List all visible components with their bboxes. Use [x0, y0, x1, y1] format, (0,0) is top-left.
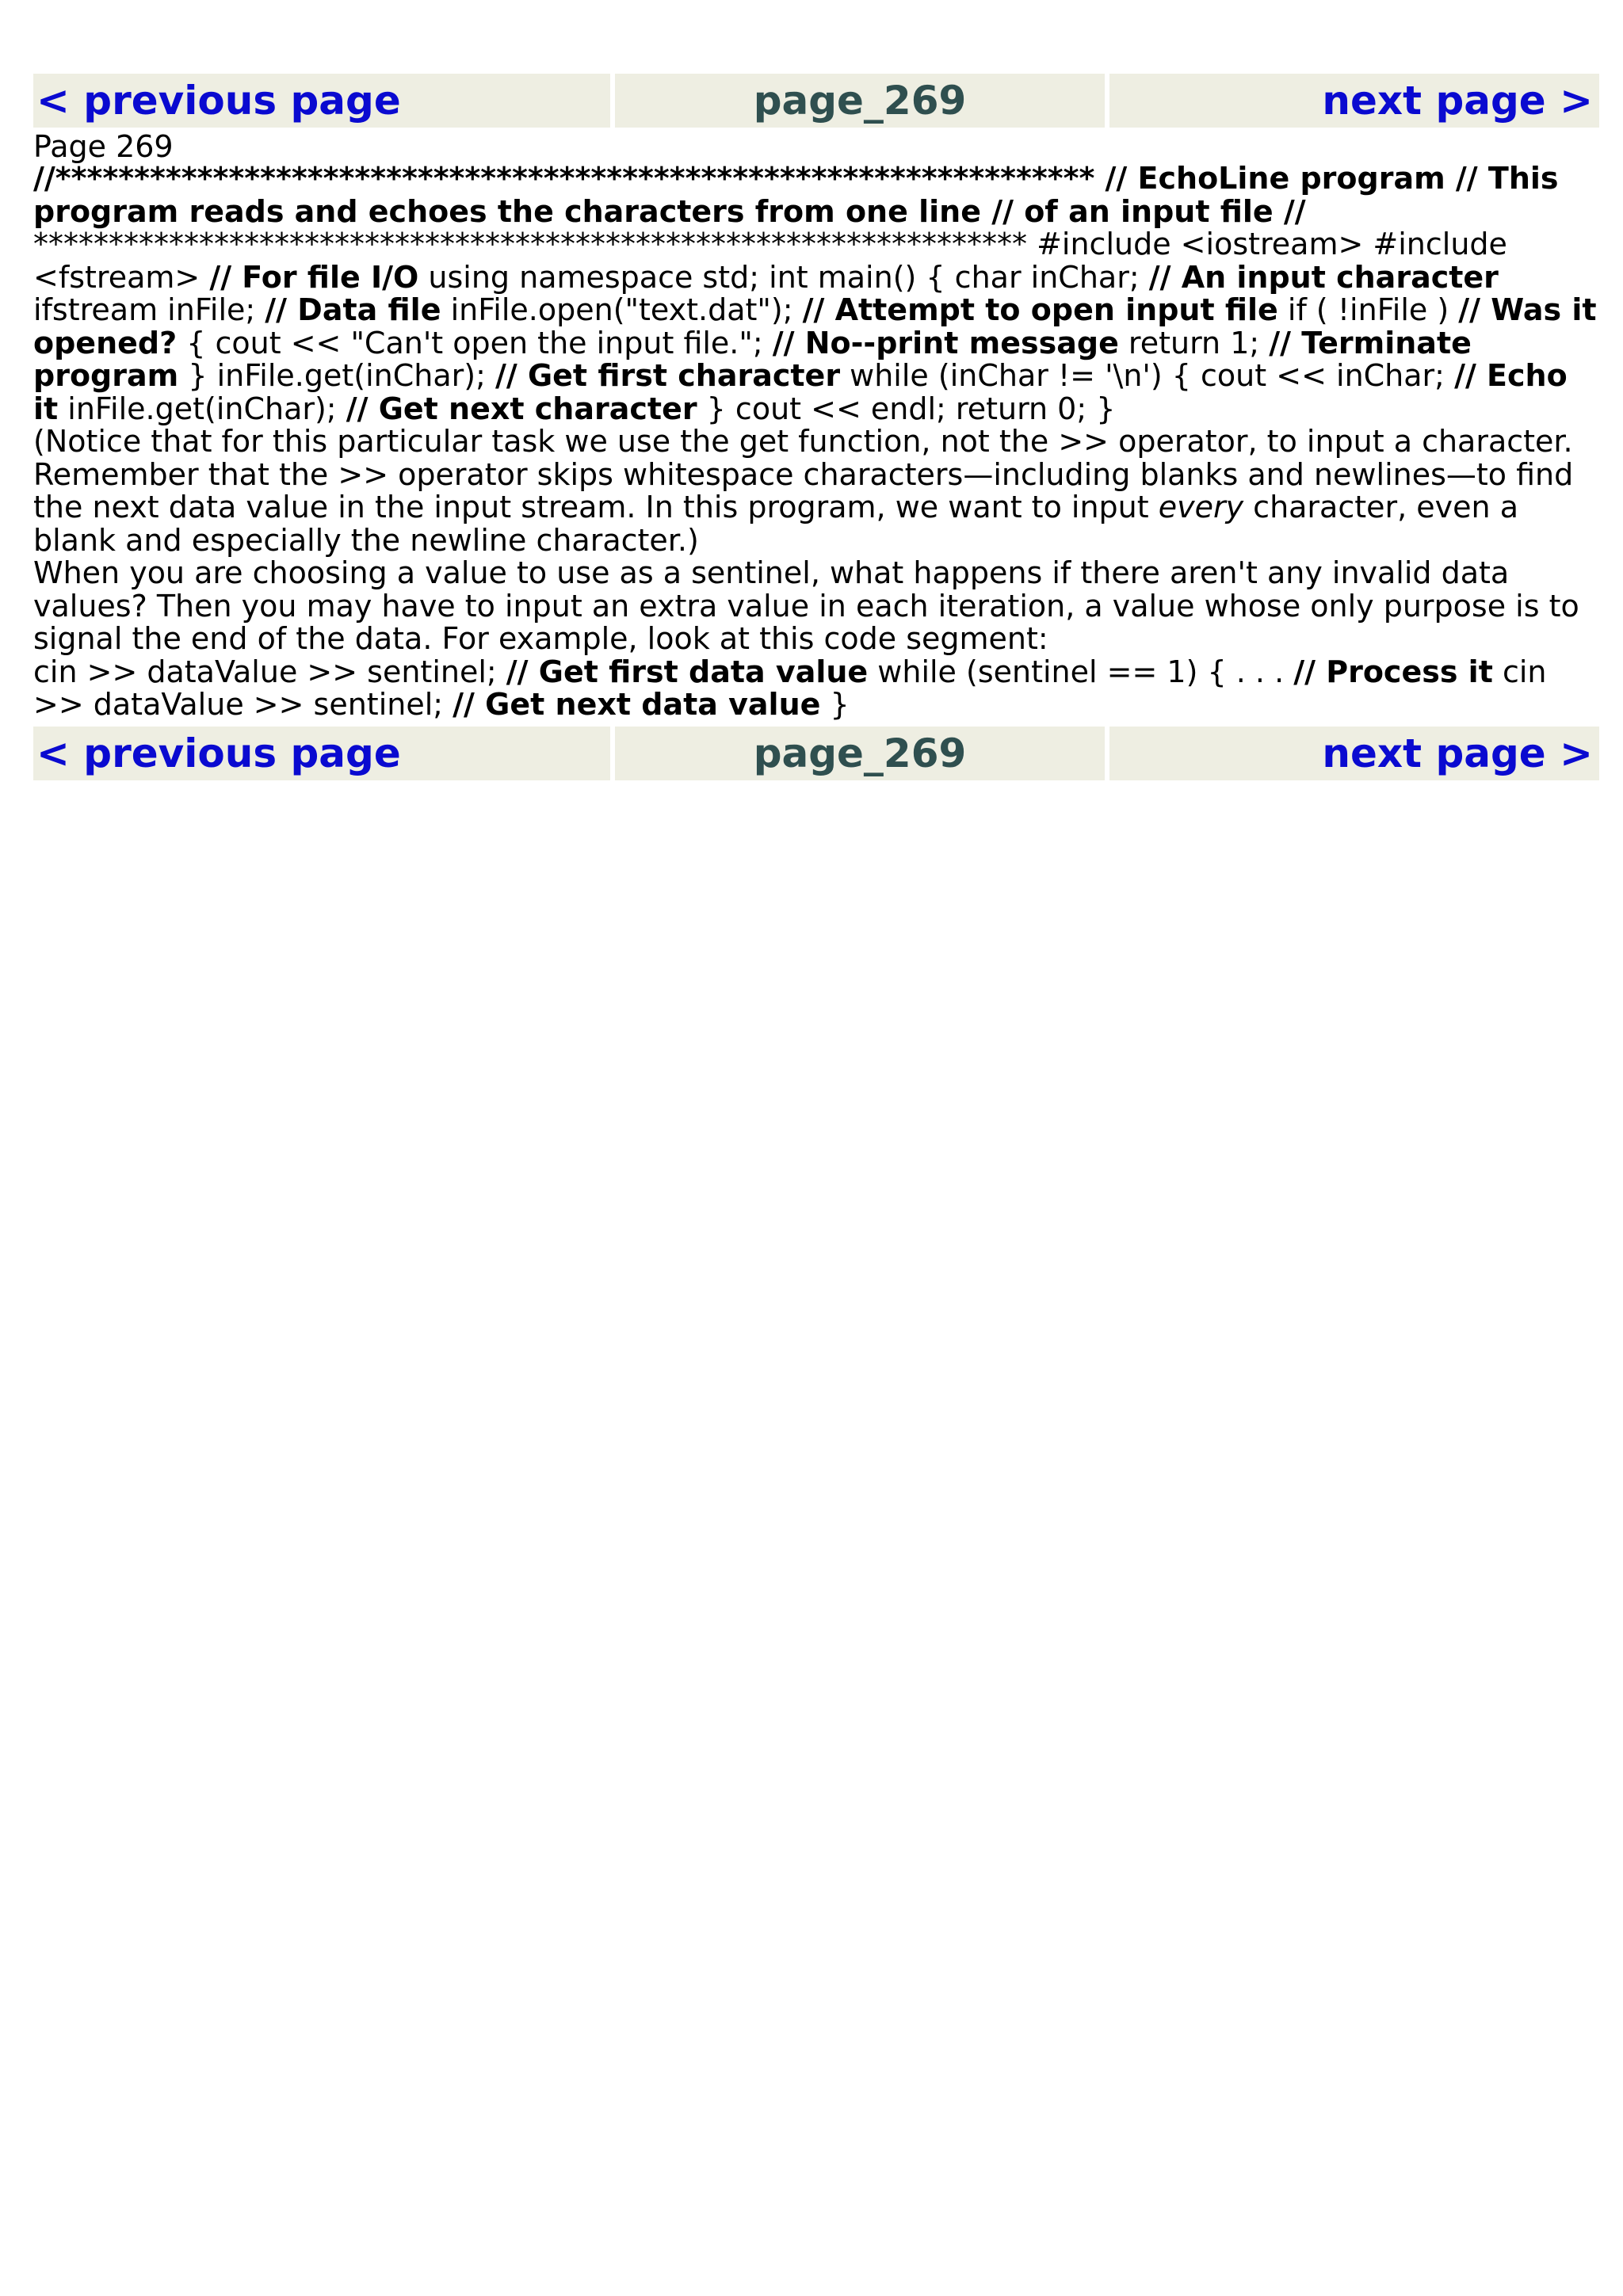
code-comment: // Process it	[1293, 654, 1493, 689]
page-label: page_269	[753, 78, 967, 124]
top-next-cell	[1109, 74, 1599, 128]
code-seg: }	[820, 687, 850, 722]
code-comment: // Attempt to open input file	[802, 292, 1278, 327]
paragraph-sentinel: When you are choosing a value to use as a sentinel, what happens if there aren't any invalid data values? Then you may have to input an extra value in each iteration, a value whose only purpose is to signal the end of the data. For example, look at this code segment:	[33, 555, 1579, 656]
stars-line: ******************************************************************	[33, 227, 1027, 261]
code-comment: // Data file	[265, 292, 441, 327]
code-seg: inFile.get(inChar);	[58, 391, 346, 426]
code-comment: // Terminate program	[33, 325, 1472, 393]
bottom-next-cell	[1109, 727, 1599, 780]
next-page-link[interactable]: next page >	[1322, 730, 1593, 776]
code-block-sentinel	[33, 656, 1599, 722]
code-seg: using namespace std; int main() { char inChar;	[418, 259, 1149, 295]
code-comment: // Get next data value	[453, 687, 821, 722]
previous-page-link[interactable]: < previous page	[36, 730, 401, 776]
emphasis-word: every	[1158, 490, 1244, 524]
bottom-prev-cell	[33, 727, 610, 780]
page-number-text: Page 269	[33, 129, 174, 164]
code-seg: return 1;	[1118, 325, 1270, 360]
top-prev-cell	[33, 74, 610, 128]
code-comment: // Get first data value	[506, 654, 869, 689]
code-comment: // No--print message	[772, 325, 1119, 360]
page-container	[33, 74, 1599, 780]
code-comment: // Get next character	[346, 391, 697, 426]
code-seg: { cout << "Can't open the input file.";	[177, 325, 773, 360]
next-page-link[interactable]: next page >	[1322, 78, 1593, 124]
code-block-echoline	[33, 162, 1599, 425]
paragraph-notice	[33, 425, 1599, 557]
code-seg: inFile.open("text.dat");	[441, 292, 803, 327]
code-comment: // Echo it	[33, 358, 1568, 426]
code-seg: } cout << endl; return 0; }	[697, 391, 1116, 426]
code-comment: // An input character	[1148, 259, 1499, 295]
code-comment: // Get first character	[495, 358, 841, 393]
header-comment: //****************************************************************** // EchoLine program // This program reads and echoes the characters from one line // of an input file //	[33, 161, 1559, 229]
bottom-navigation-bar	[33, 727, 1599, 780]
page-content	[33, 128, 1599, 727]
code-seg: ifstream inFile;	[33, 292, 265, 327]
code-seg: cin >> dataValue >> sentinel;	[33, 654, 1547, 722]
code-comment: // Was it opened?	[33, 292, 1597, 360]
code-seg: while (inChar != '\n') { cout << inChar;	[840, 358, 1455, 393]
paragraph-text: character, even a blank and especially the newline character.)	[33, 490, 1518, 558]
bottom-page-label-cell	[615, 727, 1105, 780]
code-seg: #include <iostream> #include <fstream>	[33, 227, 1507, 295]
code-seg: } inFile.get(inChar);	[178, 358, 495, 393]
code-seg: while (sentinel == 1) { . . .	[868, 654, 1294, 689]
code-seg: cin >> dataValue >> sentinel;	[33, 654, 506, 689]
code-comment: // For file I/O	[209, 259, 419, 295]
page-label: page_269	[753, 730, 967, 776]
top-navigation-bar	[33, 74, 1599, 128]
previous-page-link[interactable]: < previous page	[36, 78, 401, 124]
top-page-label-cell	[615, 74, 1105, 128]
paragraph-text: (Notice that for this particular task we use the get function, not the >> operator, to input a character. Remember that the >> operator skips whitespace characters—including blanks and newlines—to find the next data value in the input stream. In this program, we want to input	[33, 424, 1574, 524]
code-seg: if ( !inFile )	[1277, 292, 1459, 327]
